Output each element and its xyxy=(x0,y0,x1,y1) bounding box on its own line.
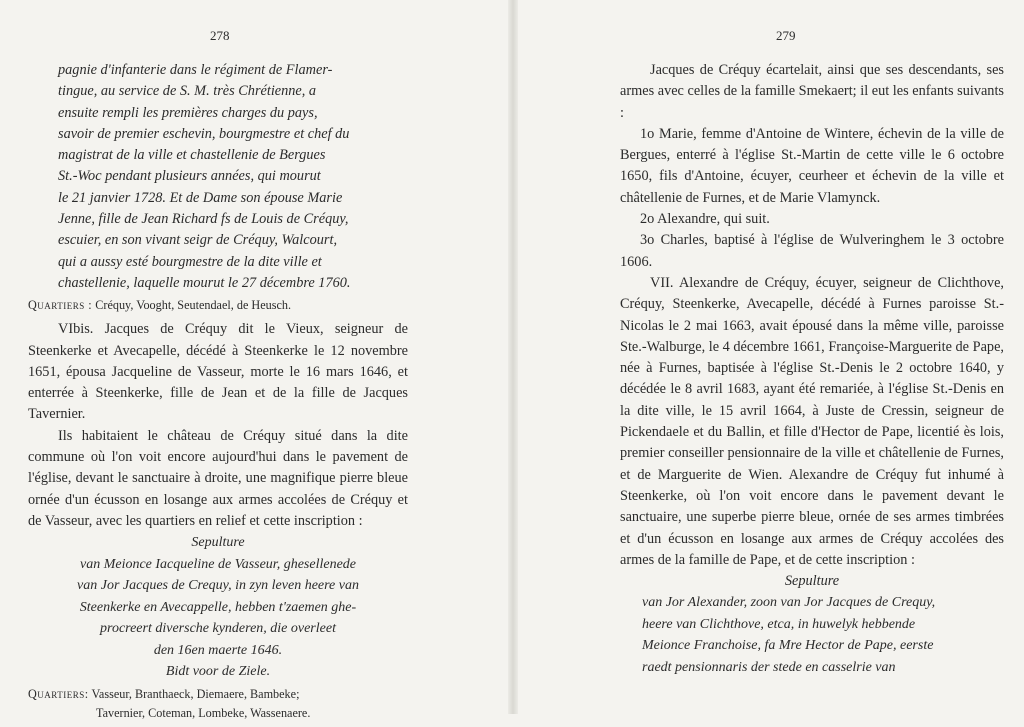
left-page xyxy=(0,0,508,720)
epitaph-line: Sepulture xyxy=(191,535,245,551)
quartiers-text: Créquy, Vooght, Seutendael, de Heusch. xyxy=(95,298,292,313)
page-number-right: 279 xyxy=(776,28,796,43)
epitaph-line: den 16en maerte 1646. xyxy=(153,642,283,658)
left-para-3: Ils habitaient le château de Créquy situé dans la dite commune où l'on voit encore aujourd'hui dans le pavement de l'église, devant le sanctuaire à droite, une magnifique pierre bleue ornée d'un écusson en losange aux armes accolées de Créquy et de Vasseur, avec les quartiers en relief et cette inscription : xyxy=(28,427,408,529)
text-line: Jenne, fille de Jean Richard fs de Louis de Créquy, xyxy=(58,211,349,228)
quartiers-text: Tavernier, Coteman, Lombeke, Wassenaere. xyxy=(96,705,311,720)
text-line: ensuite rempli les premières charges du pays, xyxy=(58,104,318,121)
quartiers-text: Vasseur, Branthaeck, Diemaere, Bambeke; xyxy=(91,686,300,701)
text-line: tingue, au service de S. M. très Chrétienne, a xyxy=(58,83,317,100)
left-epitaph xyxy=(28,532,408,683)
text-line: savoir de premier eschevin, bourgmestre et chef du xyxy=(58,125,350,142)
quartiers-2 xyxy=(28,685,408,723)
text-line: escuier, en son vivant seigr de Créquy, Walcourt, xyxy=(58,232,338,249)
epitaph-line: Meionce Franchoise, fa Mre Hector de Pape, eerste xyxy=(642,638,934,654)
text-line: magistrat de la ville et chastellenie de Bergues xyxy=(58,147,326,164)
page-number-left: 278 xyxy=(210,28,230,43)
left-para-1 xyxy=(28,60,408,294)
right-epitaph xyxy=(620,592,1004,678)
book-gutter xyxy=(508,0,518,714)
right-para-vii: VII. Alexandre de Créquy, écuyer, seigneur de Clichthove, Créquy, Steenkerke, Avecapelle, décédé à Furnes paroisse St.-Nicolas le 2 mai 1663, avait épousé dans la même ville, paroisse Ste.-Walburge, le 4 décembre 1661, Françoise-Marguerite de Pape, née à Furnes, baptisée à l'église St.-Denis le 2 octobre 1640, y décédée le 8 avril 1683, ayant été remariée, à l'église St.-Denis en la dite ville, le 15 avril 1664, à Juste de Cressin, seigneur de Pickendaele et du Ballin, et fille d'Hector de Pape, licentié ès lois, premier conseiller pensionnaire de la ville et châtellenie de Furnes, et de Marguerite de Wien. Alexandre de Créquy fut inhumé à Steenkerke, où l'on voit encore dans le pavement devant le sanctuaire, une superbe pierre bleue, ornée de ses armes timbrées et d'un écusson en losange aux armes de Créquy accolées des armes de la famille de Pape, et de cette inscription : xyxy=(620,274,1004,568)
text-line: chastellenie, laquelle mourut le 27 décembre 1760. xyxy=(58,274,351,291)
epitaph-line: Bidt voor de Ziele. xyxy=(165,664,271,680)
epitaph-line: van Meionce Iacqueline de Vasseur, ghesellenede xyxy=(79,556,356,572)
text-line: qui a aussy esté bourgmestre de la dite ville et xyxy=(58,253,322,270)
child-item: 2o Alexandre, qui suit. xyxy=(640,211,770,228)
right-page xyxy=(518,0,1024,714)
epitaph-line: procreert diversche kynderen, die overleet xyxy=(100,621,336,637)
epitaph-line: raedt pensionnaris der stede en casselrie van xyxy=(642,659,896,675)
child-item: 3o Charles, baptisé à l'église de Wulveringhem le 3 octobre 1606. xyxy=(620,232,1004,270)
text-line: St.-Woc pendant plusieurs années, qui mourut xyxy=(58,168,321,185)
quartiers-label: Quartiers : xyxy=(28,298,93,313)
text-line: le 21 janvier 1728. Et de Dame son épouse Marie xyxy=(58,189,343,206)
right-page-body xyxy=(620,60,1004,678)
left-page-body xyxy=(28,60,408,727)
epitaph-line: van Jor Jacques de Crequy, in zyn leven heere van xyxy=(77,578,359,594)
left-para-2: VIbis. Jacques de Créquy dit le Vieux, seigneur de Steenkerke et Avecapelle, décédé à Steenkerke le 12 novembre 1651, épousa Jacqueline de Vasseur, morte le 16 mars 1646, et enterrée à Steenkerke, fille de Jean et de la fille de Jacques Tavernier. xyxy=(28,321,408,423)
quartiers-label: Quartiers: xyxy=(28,686,89,701)
child-item: 1o Marie, femme d'Antoine de Wintere, échevin de la ville de Bergues, enterré à l'église St.-Martin de cette ville le 6 octobre 1650, fils d'Antoine, écuyer, ceurheer et échevin de la ville et châtellenie de Furnes, et de Marie Vlamynck. xyxy=(620,125,1004,206)
right-intro: Jacques de Créquy écartelait, ainsi que ses descendants, ses armes avec celles de la famille Smekaert; il eut les enfants suivants : xyxy=(620,62,1004,121)
epitaph-line: heere van Clichthove, etca, in huwelyk hebbende xyxy=(642,616,916,632)
epitaph-line: van Jor Alexander, zoon van Jor Jacques de Crequy, xyxy=(642,595,936,611)
epitaph-line: Steenkerke en Avecappelle, hebben t'zaemen ghe- xyxy=(79,599,357,615)
right-epitaph-title: Sepulture xyxy=(784,573,840,590)
text-line: pagnie d'infanterie dans le régiment de Flamer- xyxy=(58,62,333,78)
quartiers-1 xyxy=(28,296,408,315)
